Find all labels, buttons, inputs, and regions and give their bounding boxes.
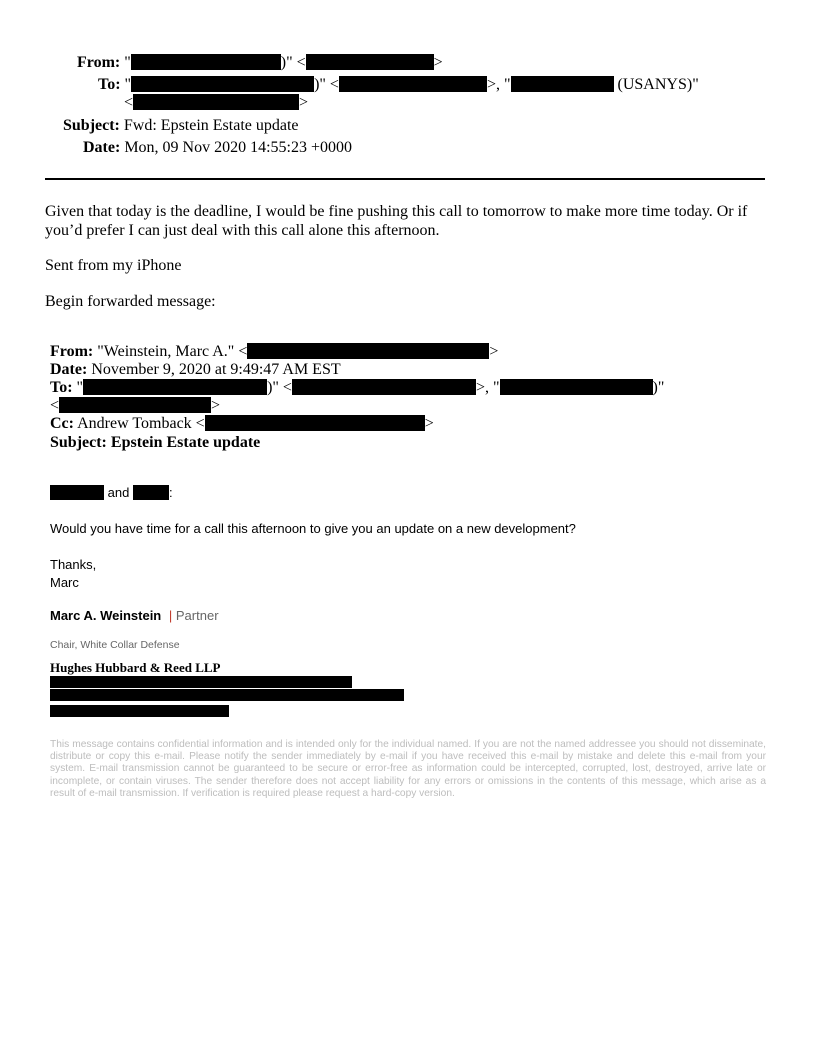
signature-name: Marc A. Weinstein bbox=[50, 608, 162, 623]
from-label: From: bbox=[77, 54, 121, 71]
redaction bbox=[500, 379, 653, 395]
inner-cc-line: Cc: Andrew Tomback < > bbox=[50, 415, 434, 432]
signoff-line: Marc bbox=[50, 575, 79, 590]
signature-title: Partner bbox=[175, 608, 219, 623]
redaction bbox=[292, 379, 476, 395]
signature-separator: | bbox=[168, 608, 173, 623]
redaction bbox=[50, 676, 352, 688]
redaction bbox=[133, 94, 299, 110]
outer-date-line bbox=[83, 139, 352, 157]
redaction bbox=[205, 415, 425, 431]
to-recipient-suffix: (USANYS)" bbox=[617, 76, 699, 93]
greeting-line: and : bbox=[50, 484, 173, 502]
redaction bbox=[306, 54, 434, 70]
redaction bbox=[133, 485, 169, 500]
redaction bbox=[131, 76, 314, 92]
signature-firm: Hughes Hubbard & Reed LLP bbox=[50, 660, 221, 675]
cc-label: Cc: bbox=[50, 415, 74, 432]
subject-value: Fwd: Epstein Estate update bbox=[123, 117, 299, 134]
outer-from-line: From: " )" < > bbox=[77, 54, 443, 71]
confidentiality-disclaimer: This message contains confidential information and is intended only for the individual named. If you are not the named addressee you should not disseminate, distribute or copy this e-mail. Please notify the sender immediately by e-mail if you have received this e-mail by mistake and delete this e-mail from your system. E-mail transmission cannot be guaranteed to be secure or error-free as information could be intercepted, corrupted, lost, destroyed, arrive late or incomplete, or contain viruses. The sender therefore does not accept liability for any errors or omissions in the contents of this message, which arise as a result of e-mail transmission. If verification is required please request a hard-copy version. bbox=[50, 739, 766, 799]
header-divider bbox=[45, 178, 765, 180]
inner-to-line-2: < > bbox=[50, 397, 221, 414]
outer-to-line: To: " )" < >, " (USANYS)" bbox=[98, 76, 699, 93]
to-label: To: bbox=[50, 379, 73, 396]
redaction bbox=[511, 76, 614, 92]
from-name: "Weinstein, Marc A." < bbox=[97, 343, 248, 360]
redaction bbox=[247, 343, 489, 359]
redaction bbox=[83, 379, 267, 395]
date-value: Mon, 09 Nov 2020 14:55:23 +0000 bbox=[124, 139, 353, 156]
from-label: From: bbox=[50, 343, 94, 360]
to-label: To: bbox=[98, 76, 121, 93]
thanks-line: Thanks, bbox=[50, 557, 97, 572]
subject-value: Epstein Estate update bbox=[110, 434, 261, 451]
begin-forwarded-line: Begin forwarded message: bbox=[45, 293, 216, 310]
redaction bbox=[339, 76, 487, 92]
inner-to-line: To: " )" < >, " )" bbox=[50, 379, 665, 396]
inner-subject-line bbox=[50, 434, 260, 452]
outer-subject-line bbox=[63, 117, 299, 135]
cc-name: Andrew Tomback < bbox=[77, 415, 205, 432]
date-label: Date: bbox=[83, 139, 121, 156]
signature-role: Chair, White Collar Defense bbox=[50, 639, 180, 651]
message-paragraph: Given that today is the deadline, I would be fine pushing this call to tomorrow to make more time today. Or if you’d prefer I can just deal with this call alone this afternoon. bbox=[45, 203, 748, 239]
question-line: Would you have time for a call this afternoon to give you an update on a new development? bbox=[50, 521, 576, 536]
redaction bbox=[50, 689, 404, 701]
date-label: Date: bbox=[50, 361, 88, 378]
redaction bbox=[50, 705, 229, 717]
redaction bbox=[50, 485, 104, 500]
signature-name-line bbox=[50, 607, 219, 625]
inner-from-line: From: "Weinstein, Marc A." < > bbox=[50, 343, 499, 360]
subject-label: Subject: bbox=[63, 117, 120, 134]
inner-date-line bbox=[50, 361, 341, 379]
redaction bbox=[59, 397, 211, 413]
subject-label: Subject: bbox=[50, 434, 107, 451]
sent-from-line: Sent from my iPhone bbox=[45, 257, 182, 274]
redaction bbox=[131, 54, 281, 70]
outer-to-line-2: < > bbox=[124, 94, 309, 111]
date-value: November 9, 2020 at 9:49:47 AM EST bbox=[91, 361, 341, 378]
